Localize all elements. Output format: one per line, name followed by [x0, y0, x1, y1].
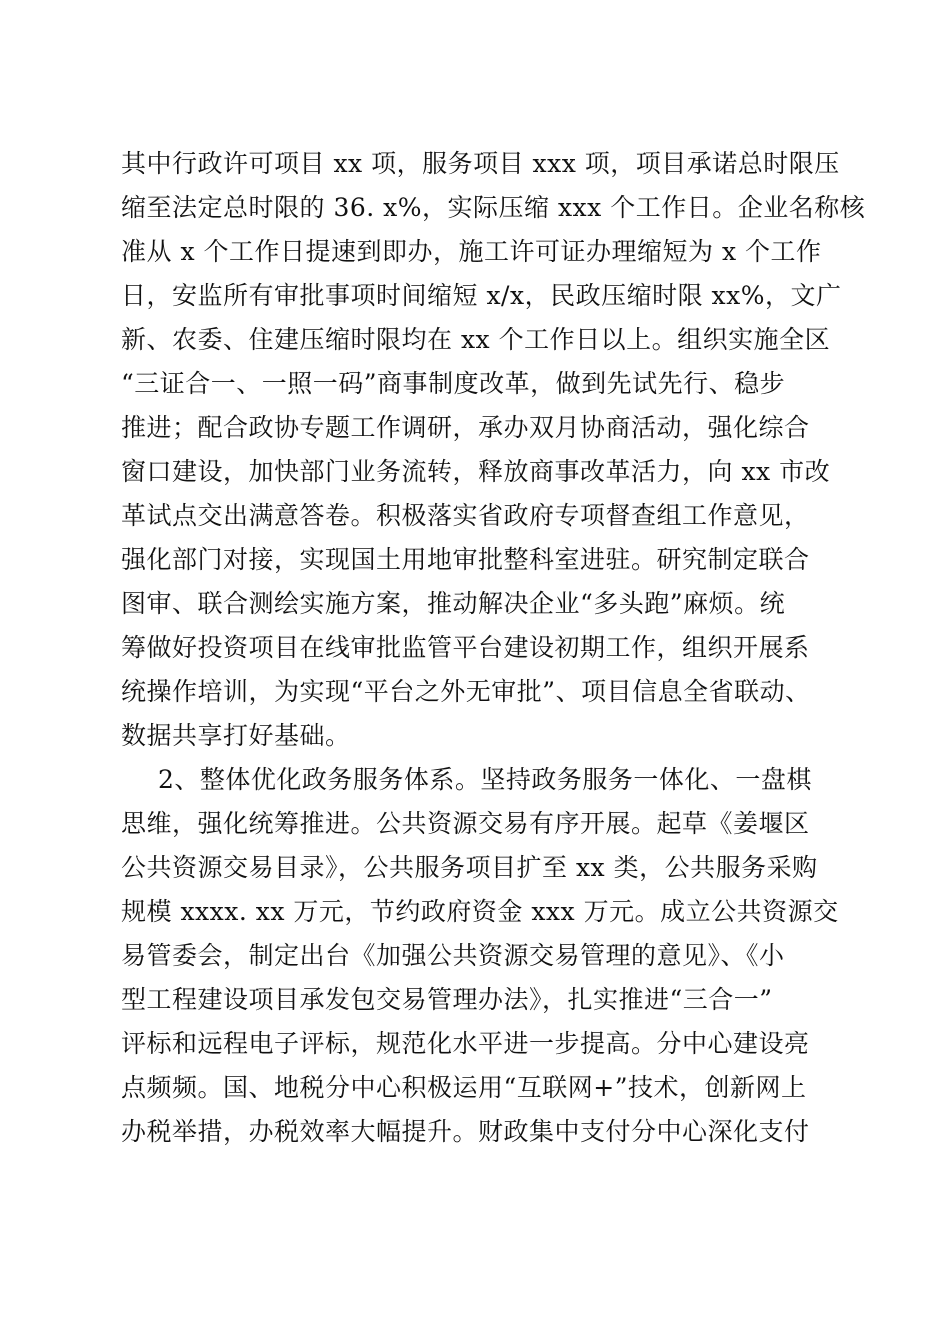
text-line: 革试点交出满意答卷。积极落实省政府专项督查组工作意见， — [121, 501, 810, 530]
text-line: 评标和远程电子评标，规范化水平进一步提高。分中心建设亮 — [121, 1029, 810, 1058]
text-line: 公共资源交易目录》，公共服务项目扩至 xx 类，公共服务采购 — [121, 853, 818, 882]
text-line: 新、农委、住建压缩时限均在 xx 个工作日以上。组织实施全区 — [121, 325, 831, 354]
text-line: 缩至法定总时限的 36. x%，实际压缩 xxx 个工作日。企业名称核 — [121, 193, 866, 222]
text-line: 规模 xxxx. xx 万元，节约政府资金 xxx 万元。成立公共资源交 — [121, 897, 839, 926]
text-line: 推进；配合政协专题工作调研，承办双月协商活动，强化综合 — [121, 413, 810, 442]
text-line: 强化部门对接，实现国土用地审批整科室进驻。研究制定联合 — [121, 545, 810, 574]
text-line: 易管委会，制定出台《加强公共资源交易管理的意见》、《小 — [121, 941, 785, 970]
text-line: 准从 x 个工作日提速到即办，施工许可证办理缩短为 x 个工作 — [121, 237, 822, 266]
text-line: 其中行政许可项目 xx 项，服务项目 xxx 项，项目承诺总时限压 — [121, 149, 840, 178]
text-line: 点频频。国、地税分中心积极运用“互联网+”技术，创新网上 — [121, 1073, 807, 1102]
text-line: 日，安监所有审批事项时间缩短 x/x，民政压缩时限 xx%，文广 — [121, 281, 842, 310]
text-line: 数据共享打好基础。 — [121, 721, 351, 750]
text-line: 办税举措，办税效率大幅提升。财政集中支付分中心深化支付 — [121, 1117, 810, 1146]
text-line: “三证合一、一照一码”商事制度改革，做到先试先行、稳步 — [121, 369, 786, 398]
text-line: 筹做好投资项目在线审批监管平台建设初期工作，组织开展系 — [121, 633, 810, 662]
text-line: 统操作培训，为实现“平台之外无审批”、项目信息全省联动、 — [121, 677, 811, 706]
section-heading-line: 2、整体优化政务服务体系。坚持政务服务一体化、一盘棋 — [158, 765, 812, 794]
text-line: 窗口建设，加快部门业务流转，释放商事改革活力，向 xx 市改 — [121, 457, 831, 486]
text-line: 型工程建设项目承发包交易管理办法》，扎实推进“三合一” — [121, 985, 773, 1014]
text-line: 思维，强化统筹推进。公共资源交易有序开展。起草《姜堰区 — [121, 809, 810, 838]
text-line: 图审、联合测绘实施方案，推动解决企业“多头跑”麻烦。统 — [121, 589, 786, 618]
